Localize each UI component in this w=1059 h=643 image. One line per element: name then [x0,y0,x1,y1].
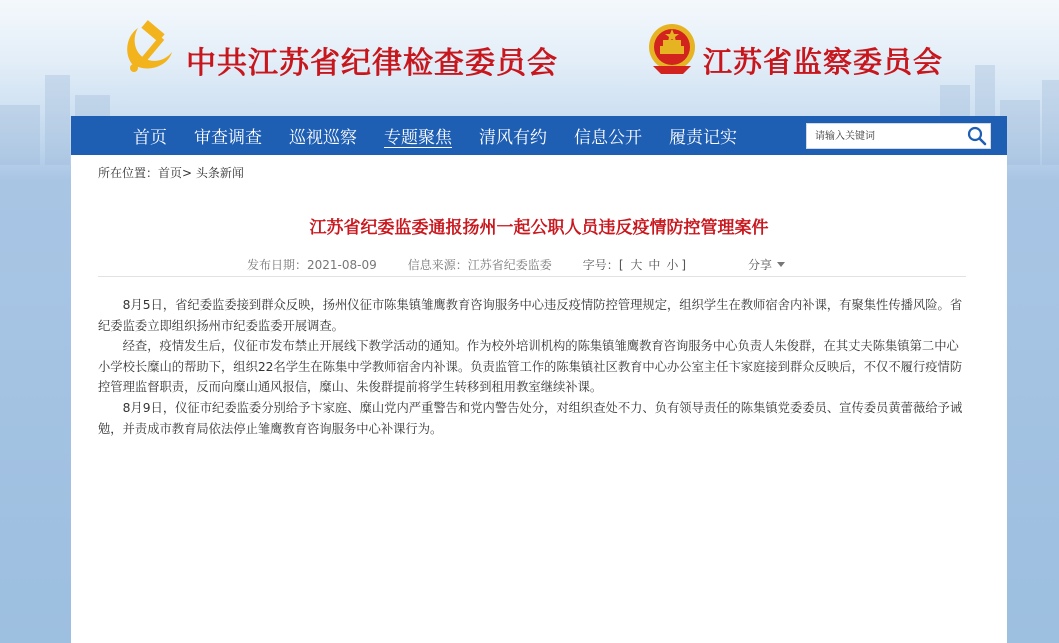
search-icon[interactable] [967,126,987,146]
font-size-control [583,256,686,273]
font-size-medium[interactable]: 中 [648,258,661,272]
article-paragraph: 8月5日，省纪委监委接到群众反映，扬州仪征市陈集镇雏鹰教育咨询服务中心违反疫情防控管理规定，组织学生在教师宿舍内补课，有聚集性传播风险。省纪委监委立即组织扬州市纪委监委开展调查。 [98,298,963,333]
nav-item-investigation[interactable]: 审查调查 [194,128,262,148]
font-size-close-bracket: ] [681,258,687,272]
site-header [0,0,1059,115]
breadcrumb [98,164,244,181]
breadcrumb-home[interactable]: 首页 [158,166,183,180]
font-size-open-bracket: [ [618,258,624,272]
publish-date-label: 发布日期： [247,258,308,272]
breadcrumb-current[interactable]: 头条新闻 [195,166,244,180]
publish-date [247,256,377,273]
font-size-small[interactable]: 小 [666,258,679,272]
article-title: 江苏省纪委监委通报扬州一起公职人员违反疫情防控管理案件 [309,218,769,238]
breadcrumb-prefix: 所在位置： [98,166,159,180]
nav-items [133,123,764,148]
share-label: 分享 [748,258,773,272]
publish-date-value: 2021-08-09 [307,258,377,272]
search-box [806,123,991,149]
info-source-value: 江苏省纪委监委 [467,258,552,272]
main-nav [71,116,1007,155]
article-body [98,295,966,439]
share-button[interactable] [748,256,785,273]
info-source-label: 信息来源： [407,258,468,272]
hammer-sickle-icon [122,20,178,78]
nav-item-topics[interactable]: 专题聚焦 [384,128,452,148]
content-panel [71,155,1007,643]
nav-item-inspection[interactable]: 巡视巡察 [289,128,357,148]
font-size-label: 字号： [582,258,619,272]
search-input[interactable] [807,124,962,148]
nav-item-duty-records[interactable]: 履责记实 [669,128,737,148]
national-emblem-icon [647,22,697,76]
info-source [408,256,552,273]
article-meta [247,256,717,273]
article-paragraph: 经查，疫情发生后，仪征市发布禁止开展线下教学活动的通知。作为校外培训机构的陈集镇雏鹰教育咨询服务中心负责人朱俊群，在其丈夫陈集镇第二中心小学校长糜山的帮助下，组织22名学生在陈集中学教师宿舍内补课。负责监管工作的陈集镇社区教育中心办公室主任卞家庭接到群众反映后，不仅不履行疫情防控管理监督职责，反而向糜山通风报信，糜山、朱俊群提前将学生转移到租用教室继续补课。 [98,339,963,395]
nav-item-integrity[interactable]: 清风有约 [479,128,547,148]
article-paragraph: 8月9日，仪征市纪委监委分别给予卞家庭、糜山党内严重警告和党内警告处分，对组织查处不力、负有领导责任的陈集镇党委委员、宣传委员黄蕾薇给予诫勉，并责成市教育局依法停止雏鹰教育咨询服务中心补课行为。 [98,400,963,436]
nav-item-disclosure[interactable]: 信息公开 [574,128,642,148]
meta-divider [98,276,966,277]
site-title-discipline: 中共江苏省纪律检查委员会 [186,46,558,81]
site-title-supervision: 江苏省监察委员会 [703,45,944,79]
font-size-large[interactable]: 大 [630,258,643,272]
chevron-down-icon [777,262,785,267]
breadcrumb-separator: > [182,166,193,180]
nav-item-home[interactable]: 首页 [133,128,167,148]
